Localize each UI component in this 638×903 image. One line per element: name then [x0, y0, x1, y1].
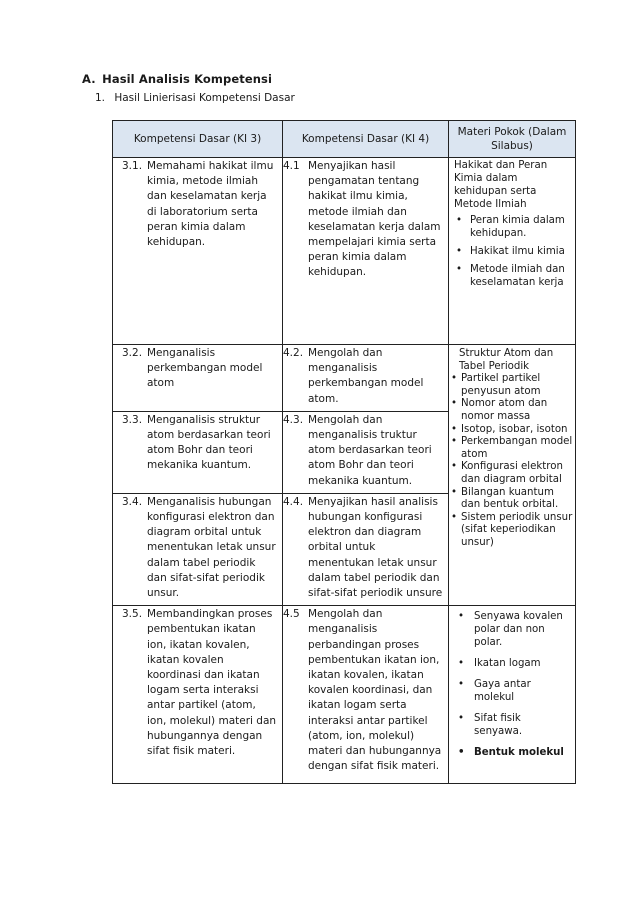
ki4-text: Menyajikan hasil pengamatan tentang hakikat ilmu kimia, metode ilmiah dan keselamatan kerja dalam mempelajari kimia serta peran kimia dalam kehidupan.	[308, 160, 441, 279]
list-item-text: Bilangan kuantum dan bentuk orbital.	[461, 486, 559, 511]
ki3-text: Menganalisis perkembangan model atom	[147, 347, 263, 390]
materi-cell	[449, 158, 576, 345]
list-item	[451, 487, 573, 512]
header-ki4: Kompetensi Dasar (KI 4)	[283, 121, 449, 158]
ki4-text: Mengolah dan menganalisis truktur atom berdasarkan teori atom Bohr dan teori mekanika kuantum.	[308, 413, 432, 487]
list-item-text: Metode ilmiah dan keselamatan kerja	[470, 264, 565, 288]
ki4-number: 4.3.	[283, 413, 304, 426]
section-number: A.	[82, 72, 96, 86]
competency-table	[112, 120, 576, 784]
list-item-text: Senyawa kovalen polar dan non polar.	[474, 611, 563, 649]
bullet-icon: •	[458, 713, 465, 725]
list-item-text: Perkembangan model atom	[461, 436, 573, 460]
ki3-cell	[113, 411, 283, 493]
bullet-icon: •	[458, 679, 465, 691]
ki3-number: 3.2.	[122, 347, 143, 359]
ki3-number: 3.5.	[122, 608, 143, 621]
list-item	[454, 678, 572, 704]
list-item	[454, 214, 572, 240]
bullet-icon: •	[458, 658, 465, 670]
list-item-text: Peran kimia dalam kehidupan.	[470, 215, 565, 239]
table-row	[113, 158, 576, 345]
subsection-number: 1.	[95, 92, 106, 104]
ki3-text: Memahami hakikat ilmu kimia, metode ilmiah dan keselamatan kerja di laboratorium serta peran kimia dalam kehidupan.	[147, 160, 274, 249]
ki3-cell	[113, 345, 283, 412]
materi-intro: Struktur Atom dan Tabel Periodik	[459, 348, 554, 372]
list-item-text: Isotop, isobar, isoton	[461, 423, 568, 435]
bullet-icon: •	[458, 611, 465, 623]
ki3-text: Menganalisis hubungan konfigurasi elektron dan diagram orbital untuk menentukan letak unsur dalam tabel periodik dan sifat-sifat periodik unsur.	[147, 495, 276, 600]
ki4-cell	[283, 158, 449, 345]
materi-list	[454, 214, 572, 289]
bullet-icon: •	[456, 264, 463, 275]
subsection-heading	[95, 92, 295, 104]
list-item-text: Gaya antar molekul	[474, 679, 531, 704]
list-item	[454, 746, 572, 759]
list-item	[451, 424, 573, 437]
header-materi: Materi Pokok (Dalam Silabus)	[449, 121, 576, 158]
list-item	[451, 512, 573, 550]
subsection-title: Hasil Linierisasi Kompetensi Dasar	[114, 92, 295, 104]
ki4-number: 4.1	[283, 160, 300, 172]
list-item	[451, 398, 573, 423]
table-header-row	[113, 121, 576, 158]
list-item	[454, 263, 572, 289]
bullet-icon: •	[451, 436, 458, 448]
materi-list	[451, 373, 573, 549]
list-item	[454, 712, 572, 738]
materi-list	[454, 610, 572, 759]
ki4-cell	[283, 345, 449, 412]
materi-intro: Hakikat dan Peran Kimia dalam kehidupan serta Metode Ilmiah	[454, 160, 548, 210]
ki4-number: 4.2.	[283, 347, 304, 359]
materi-cell	[449, 606, 576, 784]
table-row	[113, 345, 576, 412]
list-item-text: Hakikat ilmu kimia	[470, 246, 565, 257]
materi-cell	[449, 345, 576, 606]
list-item-text: Konfigurasi elektron dan diagram orbital	[461, 461, 563, 485]
bullet-icon: •	[451, 423, 458, 435]
bullet-icon: •	[451, 398, 458, 410]
ki4-number: 4.4.	[283, 495, 304, 508]
ki4-cell	[283, 493, 449, 605]
list-item	[454, 610, 572, 649]
bullet-icon: •	[451, 511, 458, 523]
list-item	[454, 245, 572, 258]
ki4-cell	[283, 606, 449, 784]
list-item-text: Bentuk molekul	[474, 747, 564, 759]
ki3-number: 3.1.	[122, 160, 143, 172]
list-item-text: Ikatan logam	[474, 658, 541, 670]
list-item	[451, 461, 573, 486]
section-heading	[82, 72, 272, 86]
bullet-icon: •	[458, 747, 465, 759]
bullet-icon: •	[451, 486, 458, 498]
ki4-cell	[283, 411, 449, 493]
section-title: Hasil Analisis Kompetensi	[102, 72, 272, 86]
ki3-cell	[113, 606, 283, 784]
header-ki3: Kompetensi Dasar (KI 3)	[113, 121, 283, 158]
ki3-text: Menganalisis struktur atom berdasarkan teori atom Bohr dan teori mekanika kuantum.	[147, 413, 271, 472]
ki3-cell	[113, 158, 283, 345]
ki4-text: Mengolah dan menganalisis perkembangan model atom.	[308, 347, 424, 405]
list-item-text: Partikel partikel penyusun atom	[461, 373, 541, 397]
list-item-text: Nomor atom dan nomor massa	[461, 398, 548, 422]
ki4-text: Mengolah dan menganalisis perbandingan proses pembentukan ikatan ion, ikatan kovalen, ikatan kovalen koordinasi, dan ikatan logam serta interaksi antar partikel (atom, ion, molekul) materi dan hubungannya dengan sifat fisik materi.	[308, 608, 442, 773]
bullet-icon: •	[456, 246, 463, 257]
table-row	[113, 606, 576, 784]
list-item-text: Sifat fisik senyawa.	[474, 713, 523, 738]
bullet-icon: •	[451, 373, 458, 385]
list-item	[451, 373, 573, 398]
bullet-icon: •	[451, 461, 458, 473]
list-item-text: Sistem periodik unsur (sifat keperiodikan unsur)	[461, 511, 573, 548]
ki4-number: 4.5	[283, 608, 300, 621]
ki3-number: 3.3.	[122, 413, 143, 426]
list-item	[451, 436, 573, 461]
bullet-icon: •	[456, 215, 463, 226]
ki4-text: Menyajikan hasil analisis hubungan konfigurasi elektron dan diagram orbital untuk menentukan letak unsur dalam tabel periodik dan sifat-sifat periodik unsure	[308, 495, 443, 600]
ki3-text: Membandingkan proses pembentukan ikatan ion, ikatan kovalen, ikatan kovalen koordinasi dan ikatan logam serta interaksi antar partikel (atom, ion, molekul) materi dan hubungannya dengan sifat fisik materi.	[147, 608, 277, 758]
ki3-cell	[113, 493, 283, 605]
ki3-number: 3.4.	[122, 495, 143, 508]
list-item	[454, 657, 572, 670]
